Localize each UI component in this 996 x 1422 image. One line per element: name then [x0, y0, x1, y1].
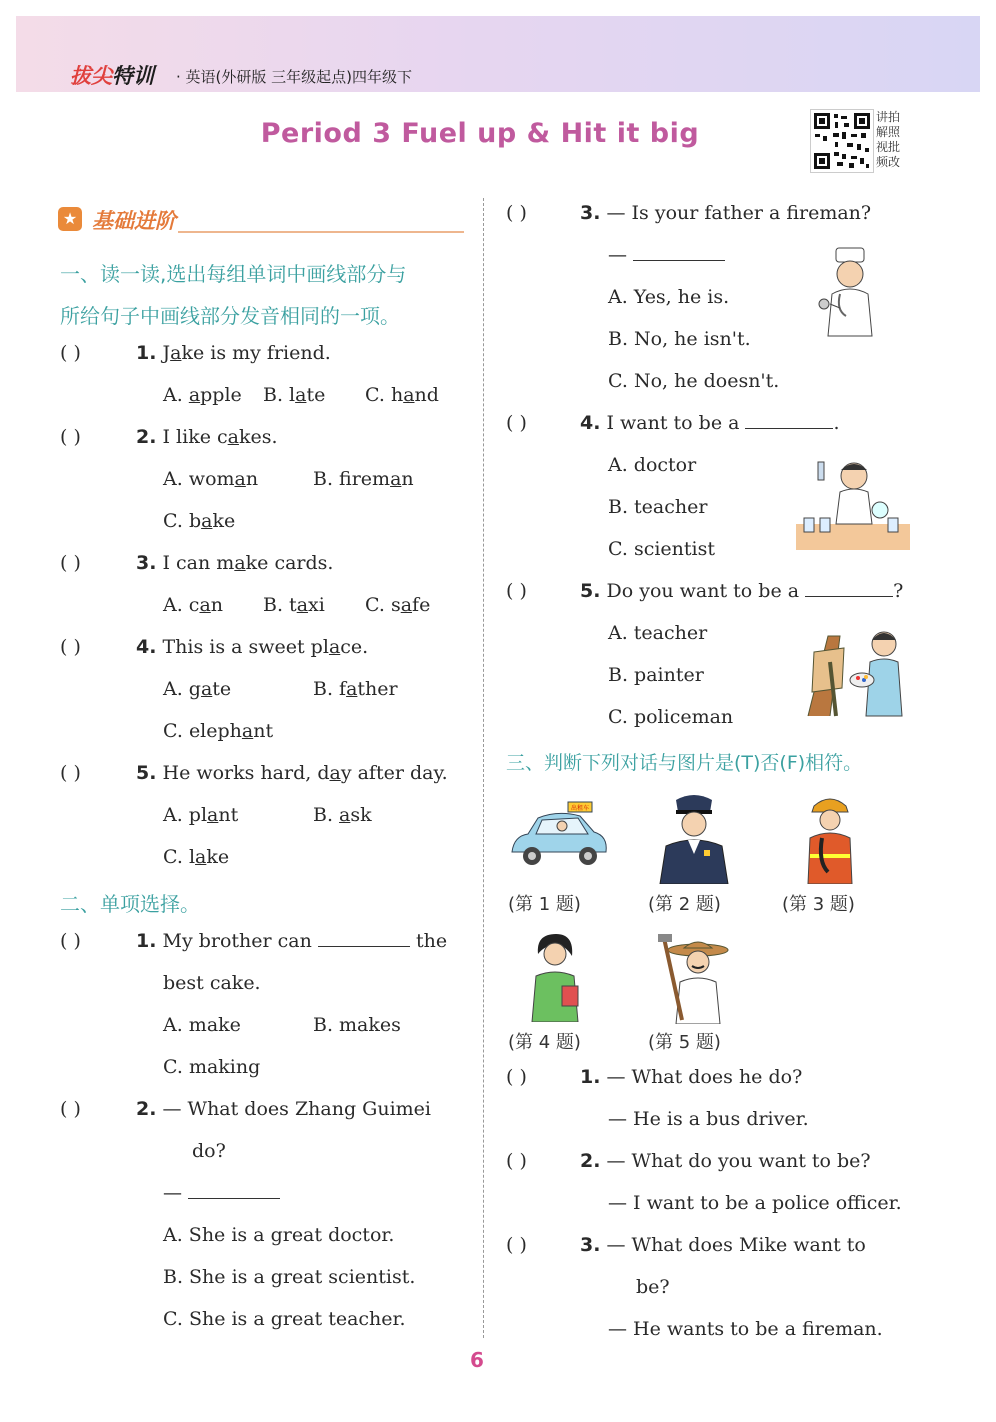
- option-a[interactable]: A. apple: [163, 384, 242, 406]
- section-label: 基础进阶: [92, 209, 176, 233]
- option-a[interactable]: A. woman: [163, 468, 259, 490]
- caption-5: (第 5 题): [648, 1032, 721, 1053]
- question-text: 1. — What does he do?: [580, 1066, 803, 1088]
- qr-code-icon[interactable]: [810, 109, 874, 173]
- section-underline: [178, 231, 464, 233]
- option-a[interactable]: A. She is a great doctor.: [163, 1224, 395, 1246]
- answer-blank[interactable]: ( ): [506, 412, 527, 434]
- teacher-picture: [522, 930, 588, 1022]
- fill-blank[interactable]: [318, 930, 410, 947]
- taxi-driver-picture: [508, 796, 610, 874]
- subject-label: · 英语(外研版 三年级起点)四年级下: [176, 68, 413, 86]
- answer-blank[interactable]: ( ): [60, 342, 81, 364]
- qr-caption: 讲拍解照视批频改: [876, 110, 901, 169]
- option-b[interactable]: B. makes: [313, 1014, 401, 1036]
- fill-blank[interactable]: [805, 580, 893, 597]
- question-text: 1. Jake is my friend.: [136, 342, 331, 364]
- answer-blank[interactable]: ( ): [60, 426, 81, 448]
- part1-heading-line2: 所给句子中画线部分发音相同的一项。: [60, 304, 400, 328]
- fill-blank[interactable]: [745, 412, 833, 429]
- option-a[interactable]: A. plant: [163, 804, 239, 826]
- answer-blank[interactable]: ( ): [506, 1150, 527, 1172]
- caption-1: (第 1 题): [508, 894, 581, 915]
- option-a[interactable]: A. doctor: [608, 454, 697, 476]
- option-c[interactable]: C. scientist: [608, 538, 715, 560]
- caption-3: (第 3 题): [782, 894, 855, 915]
- answer-blank[interactable]: ( ): [506, 580, 527, 602]
- answer-blank[interactable]: ( ): [506, 1234, 527, 1256]
- option-b[interactable]: B. ask: [313, 804, 372, 826]
- reply-blank[interactable]: —: [163, 1182, 280, 1204]
- doctor-picture: [814, 246, 886, 340]
- option-c[interactable]: C. elephant: [163, 720, 274, 742]
- option-b[interactable]: B. teacher: [608, 496, 708, 518]
- question-text: 4. I want to be a .: [580, 412, 840, 434]
- option-a[interactable]: A. gate: [163, 678, 232, 700]
- runner-icon: ★: [58, 207, 82, 231]
- answer-blank[interactable]: ( ): [60, 762, 81, 784]
- option-c[interactable]: C. lake: [163, 846, 230, 868]
- part2-heading: 二、单项选择。: [60, 892, 200, 916]
- reply-text: — He is a bus driver.: [608, 1108, 809, 1130]
- column-divider: [483, 198, 484, 1338]
- question-text: 3. — What does Mike want to: [580, 1234, 866, 1256]
- option-a[interactable]: A. Yes, he is.: [608, 286, 730, 308]
- option-c[interactable]: C. making: [163, 1056, 261, 1078]
- scientist-picture: [796, 458, 910, 550]
- question-text: 2. — What do you want to be?: [580, 1150, 871, 1172]
- option-a[interactable]: A. teacher: [608, 622, 708, 644]
- option-c[interactable]: C. She is a great teacher.: [163, 1308, 406, 1330]
- option-c[interactable]: C. hand: [365, 384, 439, 406]
- painter-picture: [800, 622, 910, 718]
- question-text-cont: do?: [192, 1140, 226, 1162]
- page-number: 6: [470, 1348, 484, 1372]
- question-text: 5. He works hard, day after day.: [136, 762, 448, 784]
- question-text-cont: best cake.: [163, 972, 261, 994]
- answer-blank[interactable]: ( ): [506, 1066, 527, 1088]
- reply-text: — I want to be a police officer.: [608, 1192, 902, 1214]
- option-a[interactable]: A. can: [163, 594, 224, 616]
- option-c[interactable]: C. No, he doesn't.: [608, 370, 780, 392]
- option-b[interactable]: B. painter: [608, 664, 704, 686]
- brand-logo: 拔尖特训: [70, 64, 154, 88]
- question-text: 3. — Is your father a fireman?: [580, 202, 872, 224]
- part1-heading-line1: 一、读一读,选出每组单词中画线部分与: [60, 262, 407, 286]
- answer-blank[interactable]: ( ): [60, 930, 81, 952]
- question-text: 2. — What does Zhang Guimei: [136, 1098, 431, 1120]
- caption-2: (第 2 题): [648, 894, 721, 915]
- question-text-cont: be?: [636, 1276, 670, 1298]
- option-b[interactable]: B. No, he isn't.: [608, 328, 751, 350]
- page-title: Period 3 Fuel up & Hit it big: [260, 118, 700, 149]
- question-text: 2. I like cakes.: [136, 426, 278, 448]
- answer-blank[interactable]: ( ): [60, 552, 81, 574]
- reply-text: — He wants to be a fireman.: [608, 1318, 883, 1340]
- question-text: 5. Do you want to be a ?: [580, 580, 904, 602]
- police-officer-picture: [656, 792, 732, 884]
- header-band: [16, 16, 980, 92]
- answer-blank[interactable]: ( ): [506, 202, 527, 224]
- option-c[interactable]: C. bake: [163, 510, 236, 532]
- farmer-picture: [652, 934, 730, 1024]
- option-b[interactable]: B. She is a great scientist.: [163, 1266, 416, 1288]
- option-b[interactable]: B. late: [263, 384, 326, 406]
- option-a[interactable]: A. make: [163, 1014, 241, 1036]
- question-text: 1. My brother can the: [136, 930, 448, 952]
- caption-4: (第 4 题): [508, 1032, 581, 1053]
- section-label-bar: [58, 203, 464, 239]
- question-text: 4. This is a sweet place.: [136, 636, 369, 658]
- option-b[interactable]: B. fireman: [313, 468, 414, 490]
- reply-blank[interactable]: —: [608, 244, 725, 266]
- option-c[interactable]: C. policeman: [608, 706, 734, 728]
- option-b[interactable]: B. taxi: [263, 594, 325, 616]
- option-b[interactable]: B. father: [313, 678, 398, 700]
- answer-blank[interactable]: ( ): [60, 636, 81, 658]
- taxi-sign: 出租车: [570, 805, 590, 812]
- option-c[interactable]: C. safe: [365, 594, 431, 616]
- question-text: 3. I can make cards.: [136, 552, 334, 574]
- part3-heading: 三、判断下列对话与图片是(T)否(F)相符。: [506, 752, 863, 774]
- answer-blank[interactable]: ( ): [60, 1098, 81, 1120]
- fireman-picture: [802, 792, 858, 884]
